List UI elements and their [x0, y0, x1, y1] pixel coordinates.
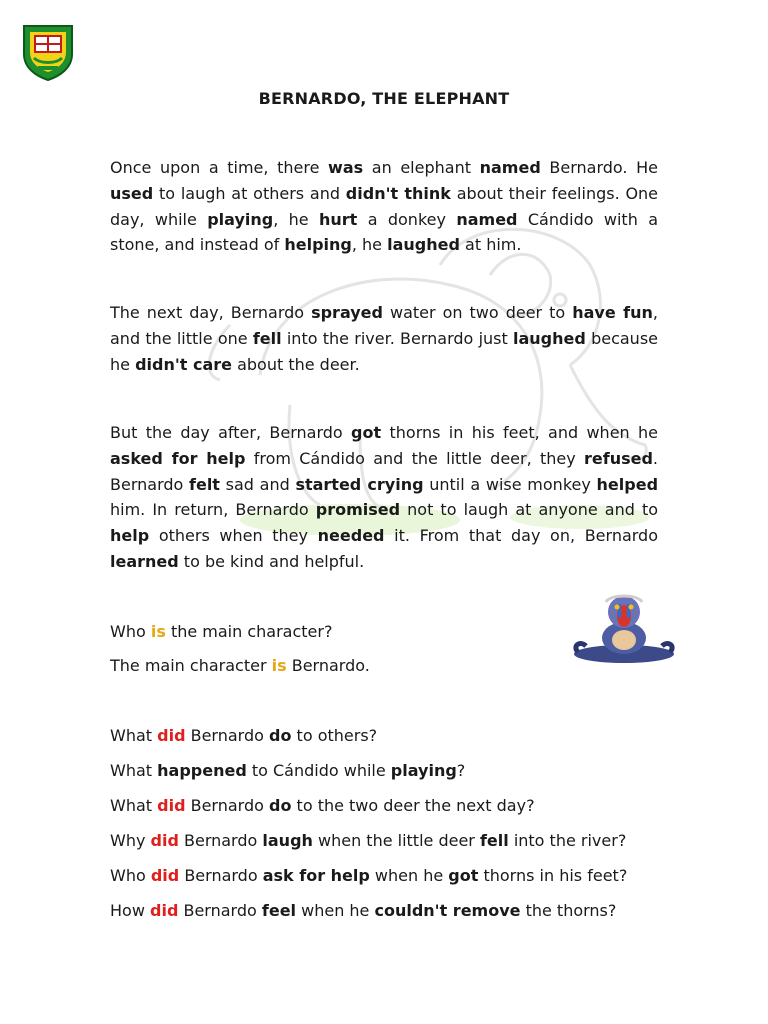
question-text: Bernardo: [178, 901, 262, 920]
story-text: sad and: [219, 474, 296, 494]
main-character-question: [110, 621, 670, 643]
keyword: promised: [315, 500, 401, 520]
story-text: a donkey: [357, 209, 457, 229]
story-text: , he: [273, 209, 319, 229]
question-text: when he: [296, 901, 375, 920]
keyword: felt: [189, 474, 220, 494]
story-text: Cándido with a stone, and instead of: [110, 209, 659, 255]
auxiliary-keyword: is: [271, 656, 287, 675]
verb-keyword: happened: [157, 761, 247, 780]
story-text: not to laugh at anyone and to: [400, 500, 659, 520]
story-text: , and the little one: [110, 303, 659, 348]
keyword: helped: [596, 474, 659, 494]
keyword: laughed: [513, 328, 586, 348]
question-text: What: [110, 761, 158, 780]
question-text: to the two deer the next day?: [291, 796, 535, 815]
keyword: have fun: [572, 303, 653, 322]
keyword: was: [328, 158, 364, 177]
story-text: , he: [351, 235, 388, 255]
question-text: ?: [456, 761, 466, 780]
story-text: But the day after, Bernardo: [110, 423, 352, 442]
keyword: learned: [110, 551, 179, 571]
question-3: [110, 795, 670, 817]
keyword: laughed: [387, 235, 460, 255]
question-text: when he: [369, 866, 449, 885]
answer-text: The main character: [110, 656, 272, 675]
main-character-answer: [110, 655, 670, 677]
verb-keyword: got: [448, 866, 479, 885]
auxiliary-keyword: did: [157, 726, 186, 745]
story-text: from Cándido and the little deer, they: [245, 448, 584, 468]
story-text: to laugh at others and: [153, 183, 346, 203]
verb-keyword: ask for help: [262, 866, 370, 885]
answer-text: Bernardo.: [286, 656, 370, 675]
verb-keyword: do: [269, 726, 292, 745]
question-text: when the little deer: [312, 831, 480, 850]
story-text: about their feelings. One day, while: [110, 183, 659, 229]
story-text: water on two deer to: [382, 303, 573, 322]
keyword: refused: [584, 448, 653, 468]
keyword: didn't care: [135, 354, 232, 374]
keyword: asked for help: [110, 448, 246, 468]
question-1: [110, 725, 670, 747]
keyword: didn't think: [345, 183, 451, 203]
question-4: [110, 830, 670, 852]
question-text: What: [110, 796, 158, 815]
story-text: into the river. Bernardo just: [281, 328, 513, 348]
story-paragraph-2: [110, 300, 658, 377]
story-text: about the deer.: [232, 354, 360, 374]
keyword: help: [110, 526, 150, 546]
keyword: helping: [284, 235, 352, 255]
story-text: others when they: [149, 526, 318, 546]
story-paragraph-3: [110, 420, 658, 575]
question-2: [110, 760, 670, 782]
school-crest-icon: [20, 22, 76, 82]
keyword: got: [351, 423, 382, 442]
story-text: Once upon a time, there: [110, 158, 329, 177]
story-text: . Bernardo: [110, 448, 659, 494]
question-text: the thorns?: [520, 901, 617, 920]
verb-keyword: couldn't remove: [374, 901, 521, 920]
story-text: an elephant: [363, 158, 480, 177]
keyword: named: [479, 158, 541, 177]
story-text: thorns in his feet, and when he: [381, 423, 659, 442]
story-text: to be kind and helpful.: [178, 551, 365, 571]
story-text: because he: [110, 328, 658, 374]
verb-keyword: playing: [390, 761, 457, 780]
question-text: Bernardo: [179, 866, 263, 885]
keyword: hurt: [319, 209, 358, 229]
auxiliary-keyword: is: [150, 622, 166, 641]
question-text: the main character?: [165, 622, 333, 641]
story-paragraph-1: [110, 155, 658, 258]
question-text: to others?: [291, 726, 378, 745]
auxiliary-keyword: did: [150, 831, 179, 850]
verb-keyword: fell: [479, 831, 509, 850]
story-text: The next day, Bernardo: [110, 303, 312, 322]
question-text: Bernardo: [178, 831, 263, 850]
keyword: sprayed: [311, 303, 383, 322]
story-text: at him.: [459, 235, 522, 255]
question-text: Bernardo: [185, 726, 269, 745]
question-text: Who: [110, 622, 151, 641]
question-text: Who: [110, 866, 151, 885]
keyword: needed: [317, 526, 385, 546]
question-text: What: [110, 726, 158, 745]
question-text: Why: [110, 831, 151, 850]
story-text: it. From that day on, Bernardo: [384, 526, 659, 546]
page-title: BERNARDO, THE ELEPHANT: [258, 89, 510, 108]
story-text: until a wise monkey: [423, 474, 597, 494]
auxiliary-keyword: did: [157, 796, 186, 815]
question-text: into the river?: [508, 831, 627, 850]
question-text: to Cándido while: [246, 761, 391, 780]
story-text: Bernardo. He: [540, 158, 658, 177]
question-text: thorns in his feet?: [478, 866, 628, 885]
verb-keyword: do: [269, 796, 292, 815]
question-6: [110, 900, 670, 922]
verb-keyword: laugh: [262, 831, 313, 850]
keyword: named: [456, 209, 518, 229]
question-text: Bernardo: [185, 796, 269, 815]
question-text: How: [110, 901, 150, 920]
keyword: fell: [252, 328, 282, 348]
question-5: [110, 865, 670, 887]
keyword: used: [110, 183, 154, 203]
auxiliary-keyword: did: [150, 866, 180, 885]
keyword: playing: [207, 209, 274, 229]
keyword: started crying: [295, 474, 424, 494]
story-text: him. In return, Bernardo: [110, 500, 316, 520]
verb-keyword: feel: [261, 901, 297, 920]
auxiliary-keyword: did: [150, 901, 179, 920]
